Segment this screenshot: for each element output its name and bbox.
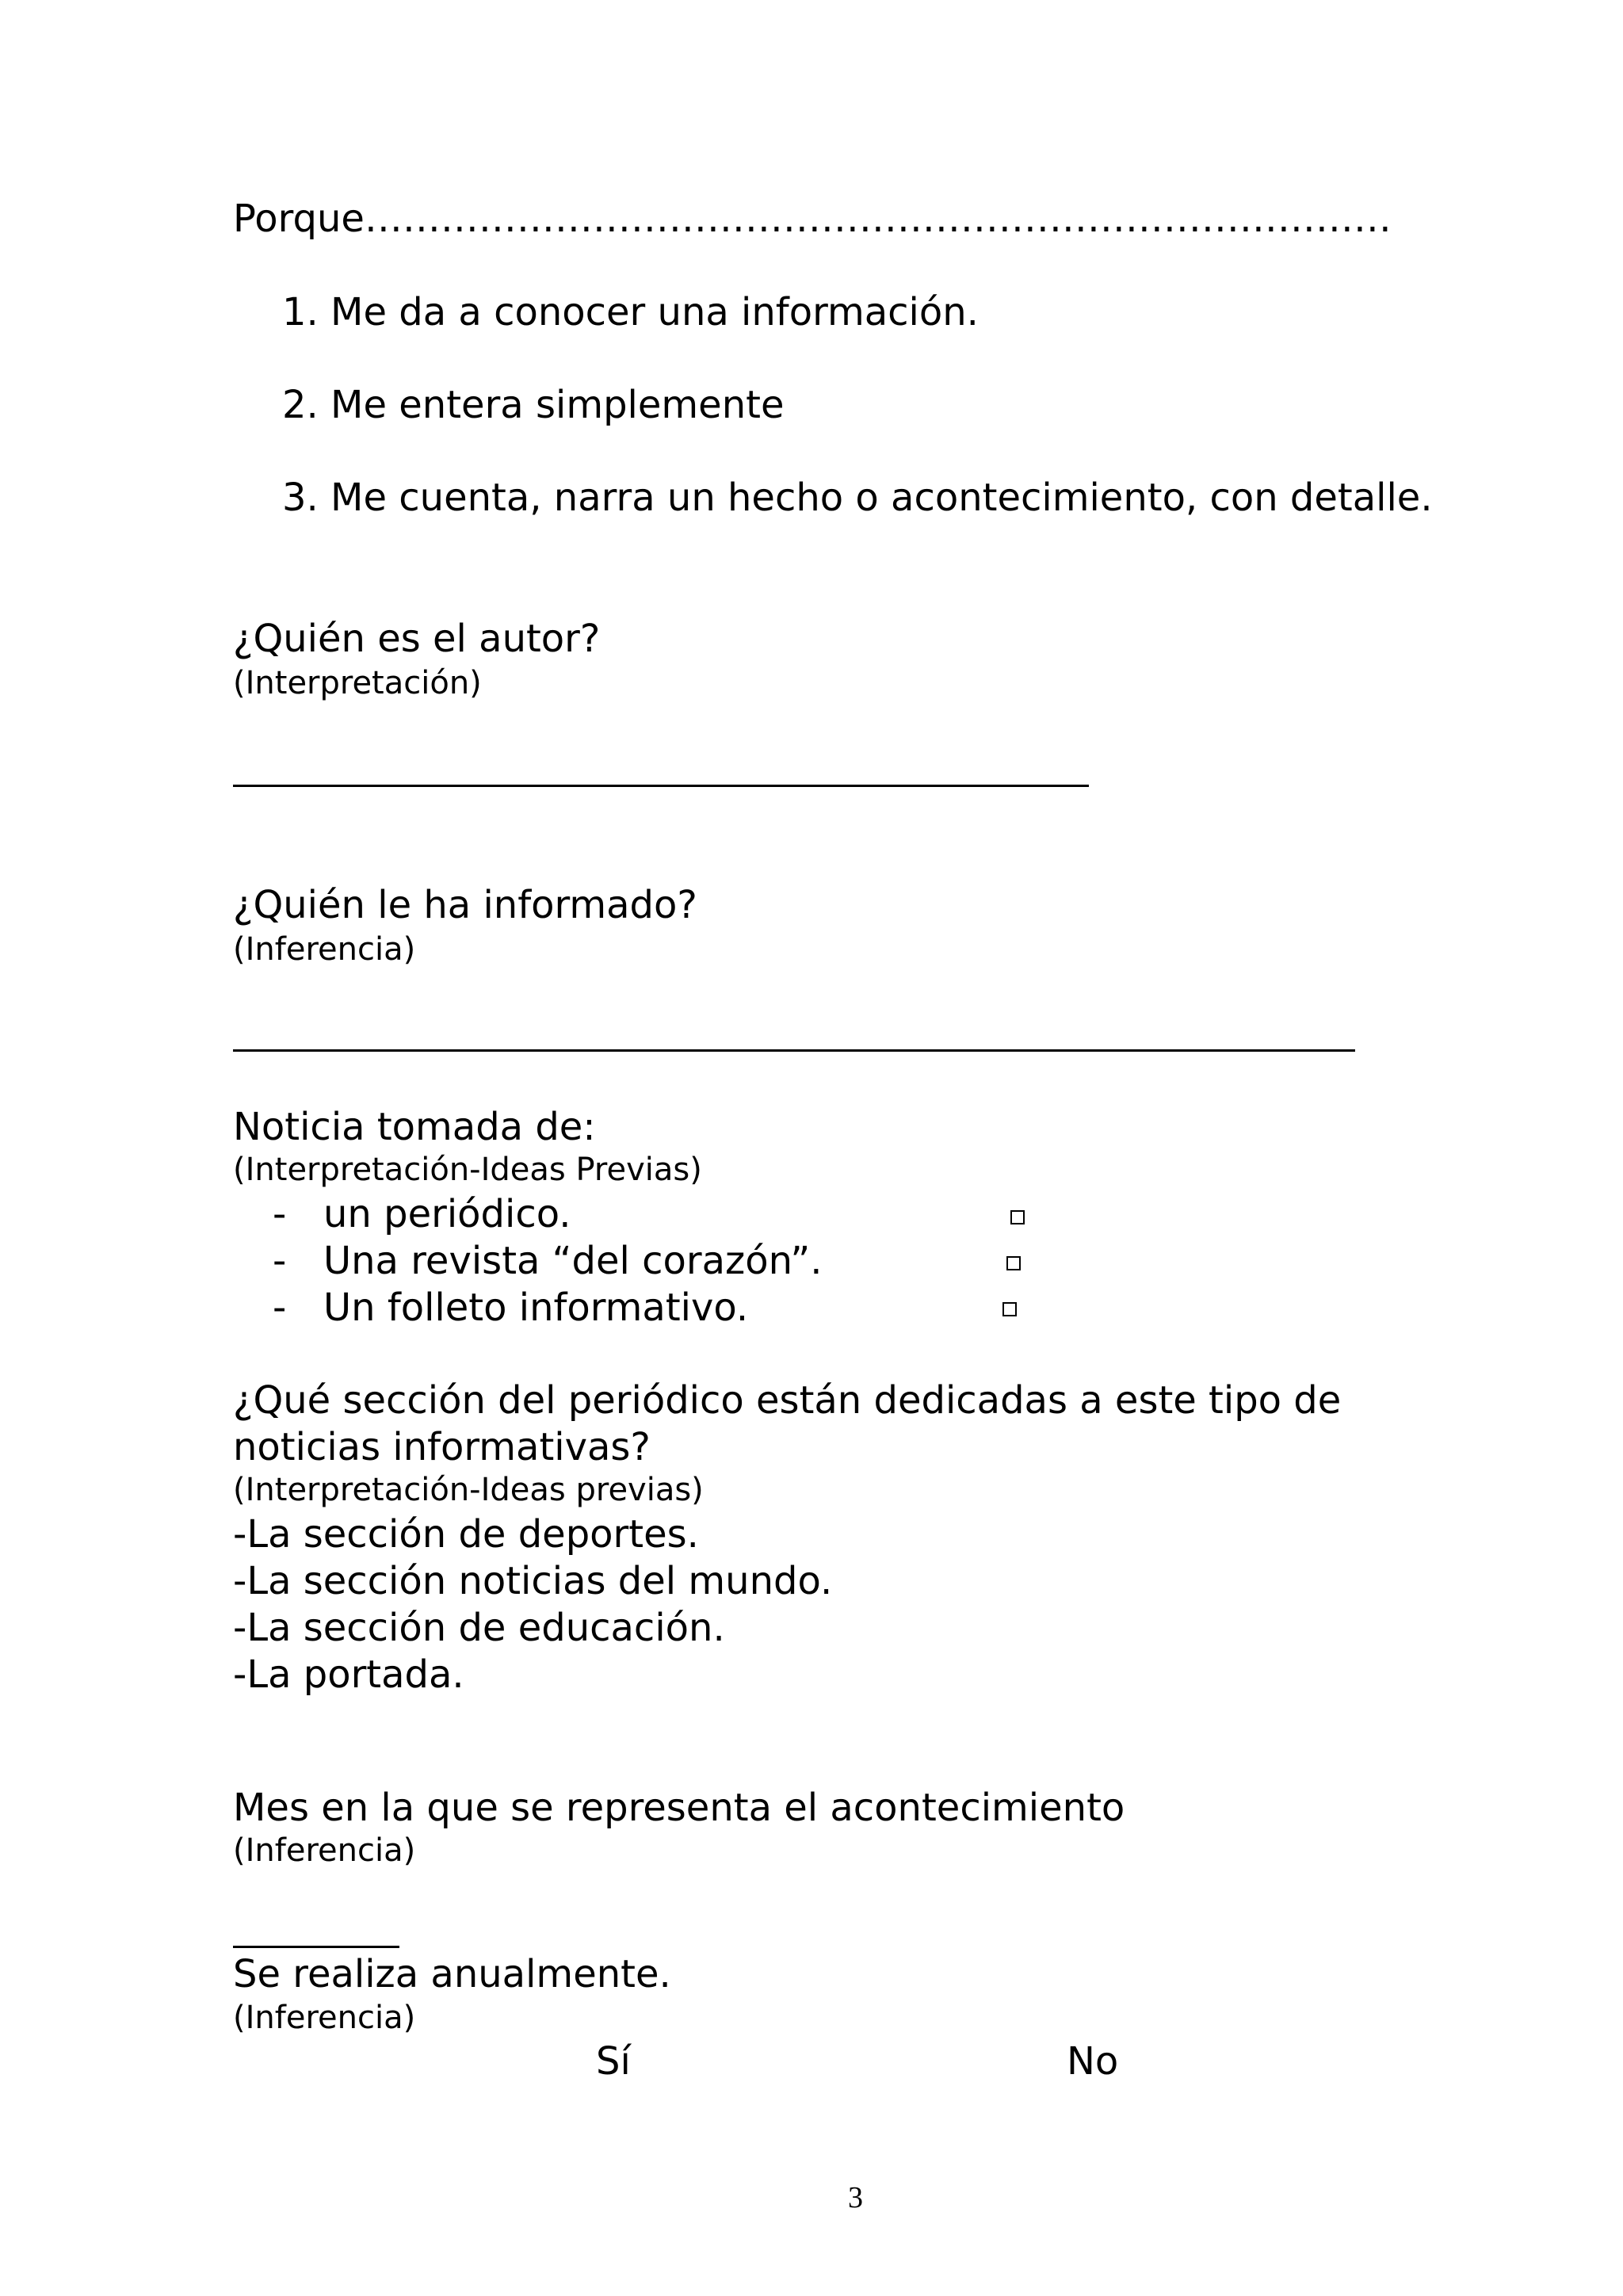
noticia-item-2: Una revista “del corazón”. [323,1239,823,1283]
option-no[interactable]: No [1067,2039,1119,2084]
seccion-item-4: -La portada. [233,1652,464,1697]
noticia-dash-2: - [273,1239,287,1283]
question-seccion-line2: noticias informativas? [233,1425,651,1469]
question-seccion-type: (Interpretación-Ideas previas) [233,1472,704,1508]
question-anual: Se realiza anualmente. [233,1952,671,1996]
noticia-dash-1: - [273,1192,287,1236]
question-noticia-type: (Interpretación-Ideas Previas) [233,1152,702,1188]
answer-line-informado[interactable] [233,1049,1355,1052]
question-mes: Mes en la que se representa el acontecimiento [233,1786,1125,1830]
question-autor: ¿Quién es el autor? [233,617,601,661]
noticia-item-1: un periódico. [323,1192,571,1236]
seccion-item-2: -La sección noticias del mundo. [233,1559,833,1603]
option-3: 3. Me cuenta, narra un hecho o acontecimiento, con detalle. [282,476,1433,520]
question-informado-type: (Inferencia) [233,931,416,968]
noticia-dash-3: - [273,1286,287,1330]
checkbox-periodico[interactable] [1010,1210,1025,1224]
option-2: 2. Me entera simplemente [282,383,785,427]
option-si[interactable]: Sí [596,2039,631,2084]
question-anual-type: (Inferencia) [233,2000,416,2036]
question-autor-type: (Interpretación) [233,665,482,701]
question-noticia: Noticia tomada de: [233,1105,596,1149]
page-number: 3 [848,2181,863,2214]
checkbox-folleto[interactable] [1002,1302,1017,1316]
option-1: 1. Me da a conocer una información. [282,290,979,334]
question-informado: ¿Quién le ha informado? [233,883,697,927]
seccion-item-3: -La sección de educación. [233,1606,725,1650]
noticia-item-3: Un folleto informativo. [323,1286,749,1330]
question-mes-type: (Inferencia) [233,1832,416,1869]
porque-line: Porque……………………………………………………………………… [233,197,1392,241]
answer-line-mes[interactable] [233,1946,399,1948]
answer-line-autor[interactable] [233,785,1089,787]
question-seccion-line1: ¿Qué sección del periódico están dedicadas a este tipo de [233,1378,1342,1423]
seccion-item-1: -La sección de deportes. [233,1512,699,1557]
checkbox-revista[interactable] [1006,1256,1021,1270]
